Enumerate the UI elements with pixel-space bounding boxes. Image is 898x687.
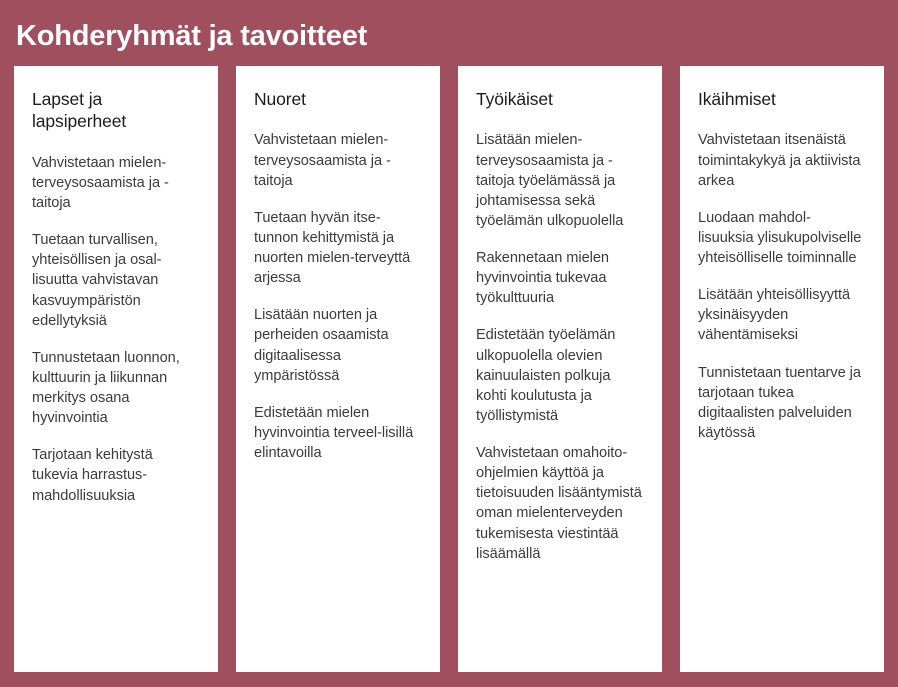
target-group-card-children [14,66,218,672]
goal-item: Tuetaan hyvän itse-tunnon kehittymistä ja nuorten mielen-terveyttä arjessa [254,209,411,287]
goal-item: Luodaan mahdol-lisuuksia ylisukupolviselle yhteisölliselle toiminnalle [698,209,862,267]
card-title-youth: Nuoret [254,89,306,109]
target-group-card-working-age [458,66,662,672]
goal-item: Vahvistetaan mielen-terveysosaamista ja -taitoja [32,154,169,212]
card-title-working-age: Työikäiset [476,89,553,109]
goal-item: Tuetaan turvallisen, yhteisöllisen ja osal-lisuutta vahvistavan kasvuympäristön edellytyksiä [32,232,162,329]
target-group-card-grid [14,66,884,672]
goal-item: Lisätään yhteisöllisyyttä yksinäisyyden vähentämiseksi [698,287,851,344]
page-title: Kohderyhmät ja tavoitteet [16,20,368,52]
goal-item: Edistetään työelämän ulkopuolella olevien kainuulaisten polkuja kohti koulutusta ja työllistymistä [476,327,616,424]
goal-item: Edistetään mielen hyvinvointia terveel-lisillä elintavoilla [254,404,414,462]
goal-item: Tarjotaan kehitystä tukevia harrastus-mahdollisuuksia [32,447,153,504]
goal-list-elderly [698,130,866,443]
target-group-card-elderly [680,66,884,672]
goal-item: Tunnustetaan luonnon, kulttuurin ja liikunnan merkitys osana hyvinvointia [32,349,180,427]
goal-list-working-age [476,130,644,563]
card-title-children: Lapset ja lapsiperheet [32,89,127,132]
card-title-elderly: Ikäihmiset [698,89,776,109]
target-group-card-youth [236,66,440,672]
goal-item: Vahvistetaan mielen-terveysosaamista ja -taitoja [254,132,391,189]
goal-item: Lisätään nuorten ja perheiden osaamista digitaalisessa ympäristössä [254,307,389,384]
goal-item: Vahvistetaan itsenäistä toimintakykyä ja aktiivista arkea [698,132,861,189]
goal-item: Lisätään mielen-terveysosaamista ja -taitoja työelämässä ja johtamisessa sekä työelämän ulkopuolella [476,132,624,229]
goal-item: Tunnistetaan tuentarve ja tarjotaan tukea digitaalisten palveluiden käytössä [698,364,861,441]
goal-list-children [32,153,200,506]
goal-list-youth [254,130,422,463]
goal-item: Rakennetaan mielen hyvinvointia tukevaa työkulttuuria [476,250,609,307]
goal-item: Vahvistetaan omahoito-ohjelmien käyttöä ja tietoisuuden lisääntymistä oman mielenterveyden tukemisesta viestintää lisäämällä [476,445,642,562]
